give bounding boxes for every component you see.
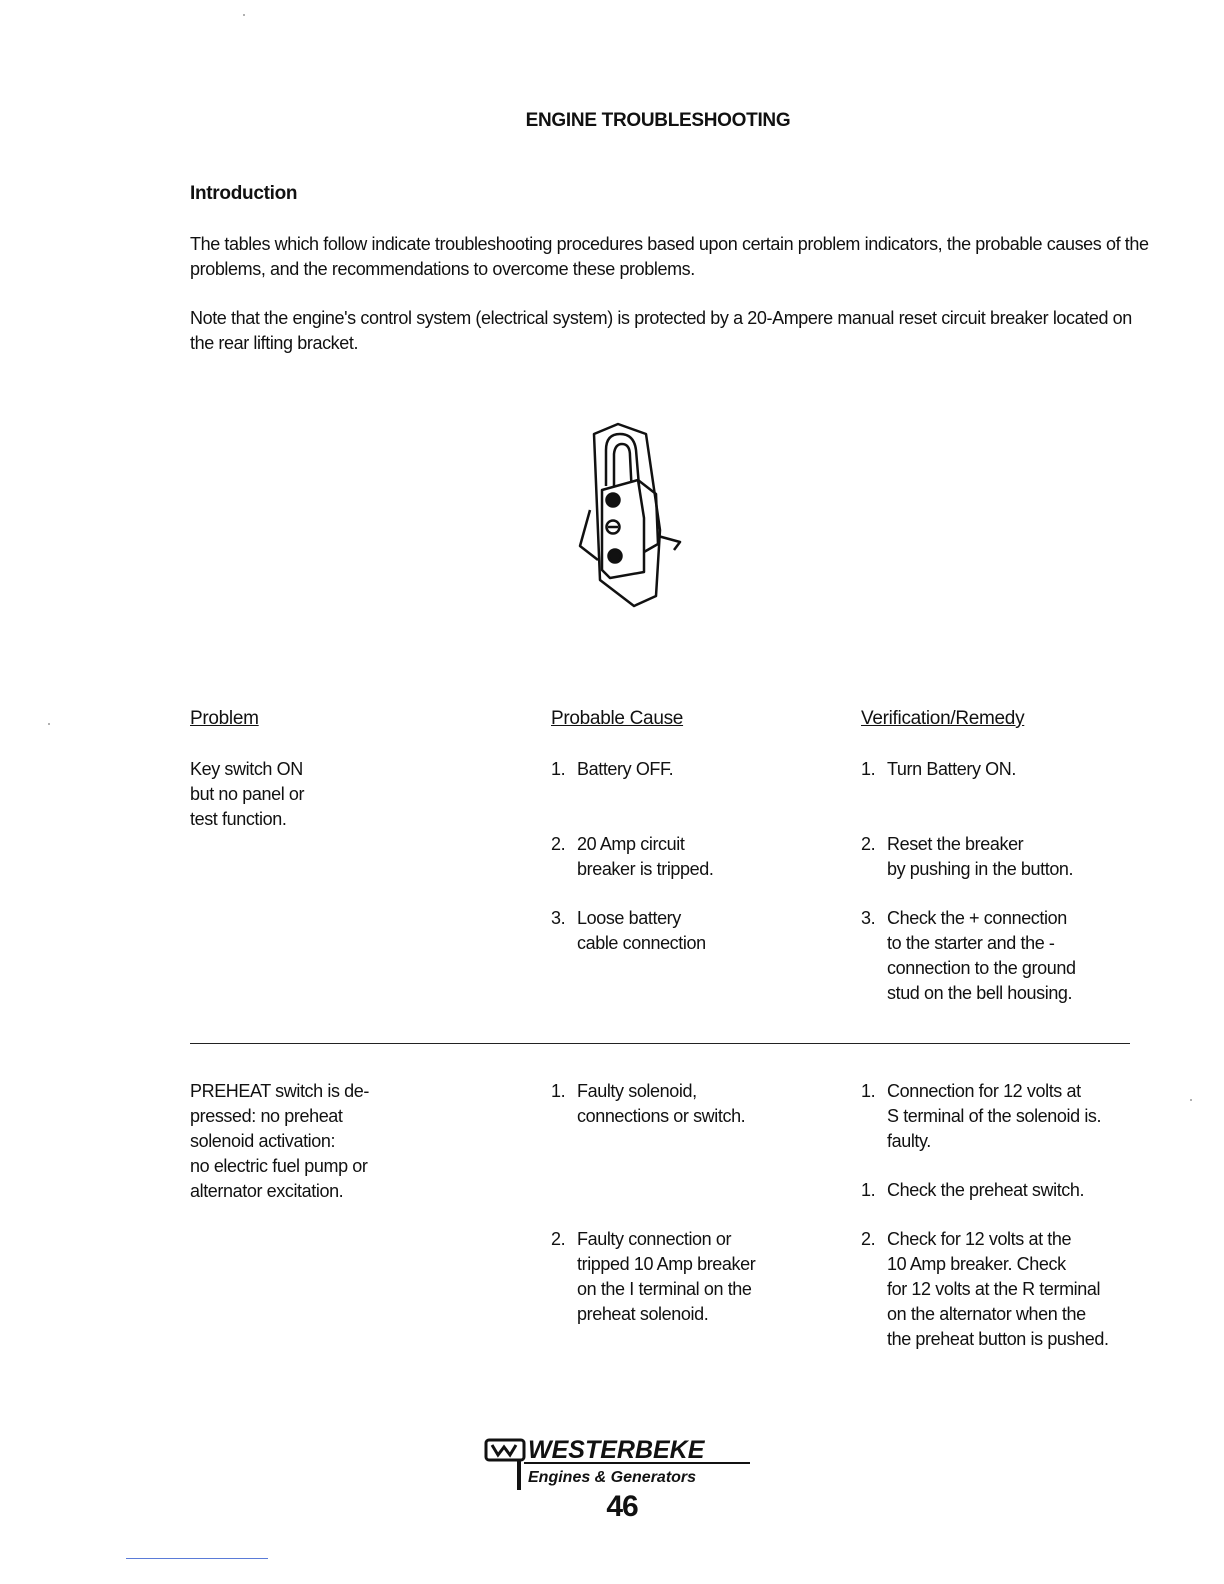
row-1-remedy-1 xyxy=(861,757,1016,782)
list-number: 3. xyxy=(861,908,876,928)
cause-line: Battery OFF. xyxy=(577,759,674,779)
scan-edge-line xyxy=(126,1558,268,1559)
problem-line: no electric fuel pump or xyxy=(190,1156,368,1176)
cause-line: Loose battery xyxy=(577,908,681,928)
intro-paragraph-2: Note that the engine's control system (electrical system) is protected by a 20-Ampere manual reset circuit breaker located on the rear lifting bracket. xyxy=(190,308,1132,353)
cause-line: on the I terminal on the xyxy=(577,1279,752,1299)
scan-speck xyxy=(48,723,50,725)
row-2-cause-2 xyxy=(551,1227,755,1327)
remedy-line: S terminal of the solenoid is. xyxy=(887,1106,1102,1126)
problem-line: alternator excitation. xyxy=(190,1181,344,1201)
remedy-line: Check the + connection xyxy=(887,908,1067,928)
logo-brand: WESTERBEKE xyxy=(528,1436,705,1464)
remedy-line: Connection for 12 volts at xyxy=(887,1081,1081,1101)
row-1-remedy-2 xyxy=(861,832,1073,882)
remedy-line: Reset the breaker xyxy=(887,834,1024,854)
list-number: 2. xyxy=(861,834,876,854)
section-heading-introduction: Introduction xyxy=(190,183,298,204)
remedy-line: Turn Battery ON. xyxy=(887,759,1016,779)
row-1-cause-2 xyxy=(551,832,713,882)
list-number: 1. xyxy=(861,1180,876,1200)
cause-line: connections or switch. xyxy=(577,1106,746,1126)
intro-paragraph-1: The tables which follow indicate troubleshooting procedures based upon certain problem indicators, the probable causes of the problems, and the recommendations to overcome these problems. xyxy=(190,234,1149,279)
cause-line: 20 Amp circuit xyxy=(577,834,685,854)
list-number: 1. xyxy=(861,759,876,779)
scan-speck xyxy=(243,14,245,16)
remedy-line: connection to the ground xyxy=(887,958,1076,978)
remedy-line: by pushing in the button. xyxy=(887,859,1074,879)
scan-speck xyxy=(1190,1099,1192,1101)
problem-line: test function. xyxy=(190,809,287,829)
cause-line: breaker is tripped. xyxy=(577,859,714,879)
remedy-line: the preheat button is pushed. xyxy=(887,1329,1109,1349)
row-2-remedy-2 xyxy=(861,1178,1084,1203)
page-number: 46 xyxy=(606,1490,638,1523)
list-number: 2. xyxy=(551,1229,566,1249)
cause-line: tripped 10 Amp breaker xyxy=(577,1254,756,1274)
row-2-cause-1 xyxy=(551,1079,745,1129)
cause-line: Faulty solenoid, xyxy=(577,1081,697,1101)
remedy-line: Check the preheat switch. xyxy=(887,1180,1085,1200)
column-header-problem: Problem xyxy=(190,708,259,729)
problem-line: solenoid activation: xyxy=(190,1131,336,1151)
row-2-remedy-1 xyxy=(861,1079,1101,1154)
problem-line: PREHEAT switch is de- xyxy=(190,1081,369,1101)
cause-line: cable connection xyxy=(577,933,706,953)
list-number: 1. xyxy=(551,1081,566,1101)
list-number: 1. xyxy=(551,759,566,779)
remedy-line: stud on the bell housing. xyxy=(887,983,1073,1003)
row-1-remedy-3 xyxy=(861,906,1076,1006)
logo-tagline: Engines & Generators xyxy=(528,1469,697,1486)
column-header-probable-cause: Probable Cause xyxy=(551,708,684,729)
remedy-line: for 12 volts at the R terminal xyxy=(887,1279,1101,1299)
remedy-line: Check for 12 volts at the xyxy=(887,1229,1072,1249)
list-number: 1. xyxy=(861,1081,876,1101)
list-number: 2. xyxy=(861,1229,876,1249)
list-number: 2. xyxy=(551,834,566,854)
westerbeke-logo xyxy=(484,1434,754,1496)
remedy-line: 10 Amp breaker. Check xyxy=(887,1254,1066,1274)
table-row-divider xyxy=(190,1043,1130,1044)
page-title: ENGINE TROUBLESHOOTING xyxy=(525,110,791,131)
circuit-breaker-illustration xyxy=(560,420,690,620)
problem-line: pressed: no preheat xyxy=(190,1106,343,1126)
problem-line: but no panel or xyxy=(190,784,305,804)
table-row-1-problem xyxy=(190,757,304,832)
row-2-remedy-3 xyxy=(861,1227,1109,1352)
remedy-line: to the starter and the - xyxy=(887,933,1055,953)
table-row-2-problem xyxy=(190,1079,369,1204)
remedy-line: faulty. xyxy=(887,1131,931,1151)
row-1-cause-3 xyxy=(551,906,706,956)
cause-line: Faulty connection or xyxy=(577,1229,732,1249)
remedy-line: on the alternator when the xyxy=(887,1304,1086,1324)
problem-line: Key switch ON xyxy=(190,759,303,779)
list-number: 3. xyxy=(551,908,566,928)
row-1-cause-1 xyxy=(551,757,673,782)
cause-line: preheat solenoid. xyxy=(577,1304,709,1324)
column-header-verification-remedy: Verification/Remedy xyxy=(861,708,1025,729)
